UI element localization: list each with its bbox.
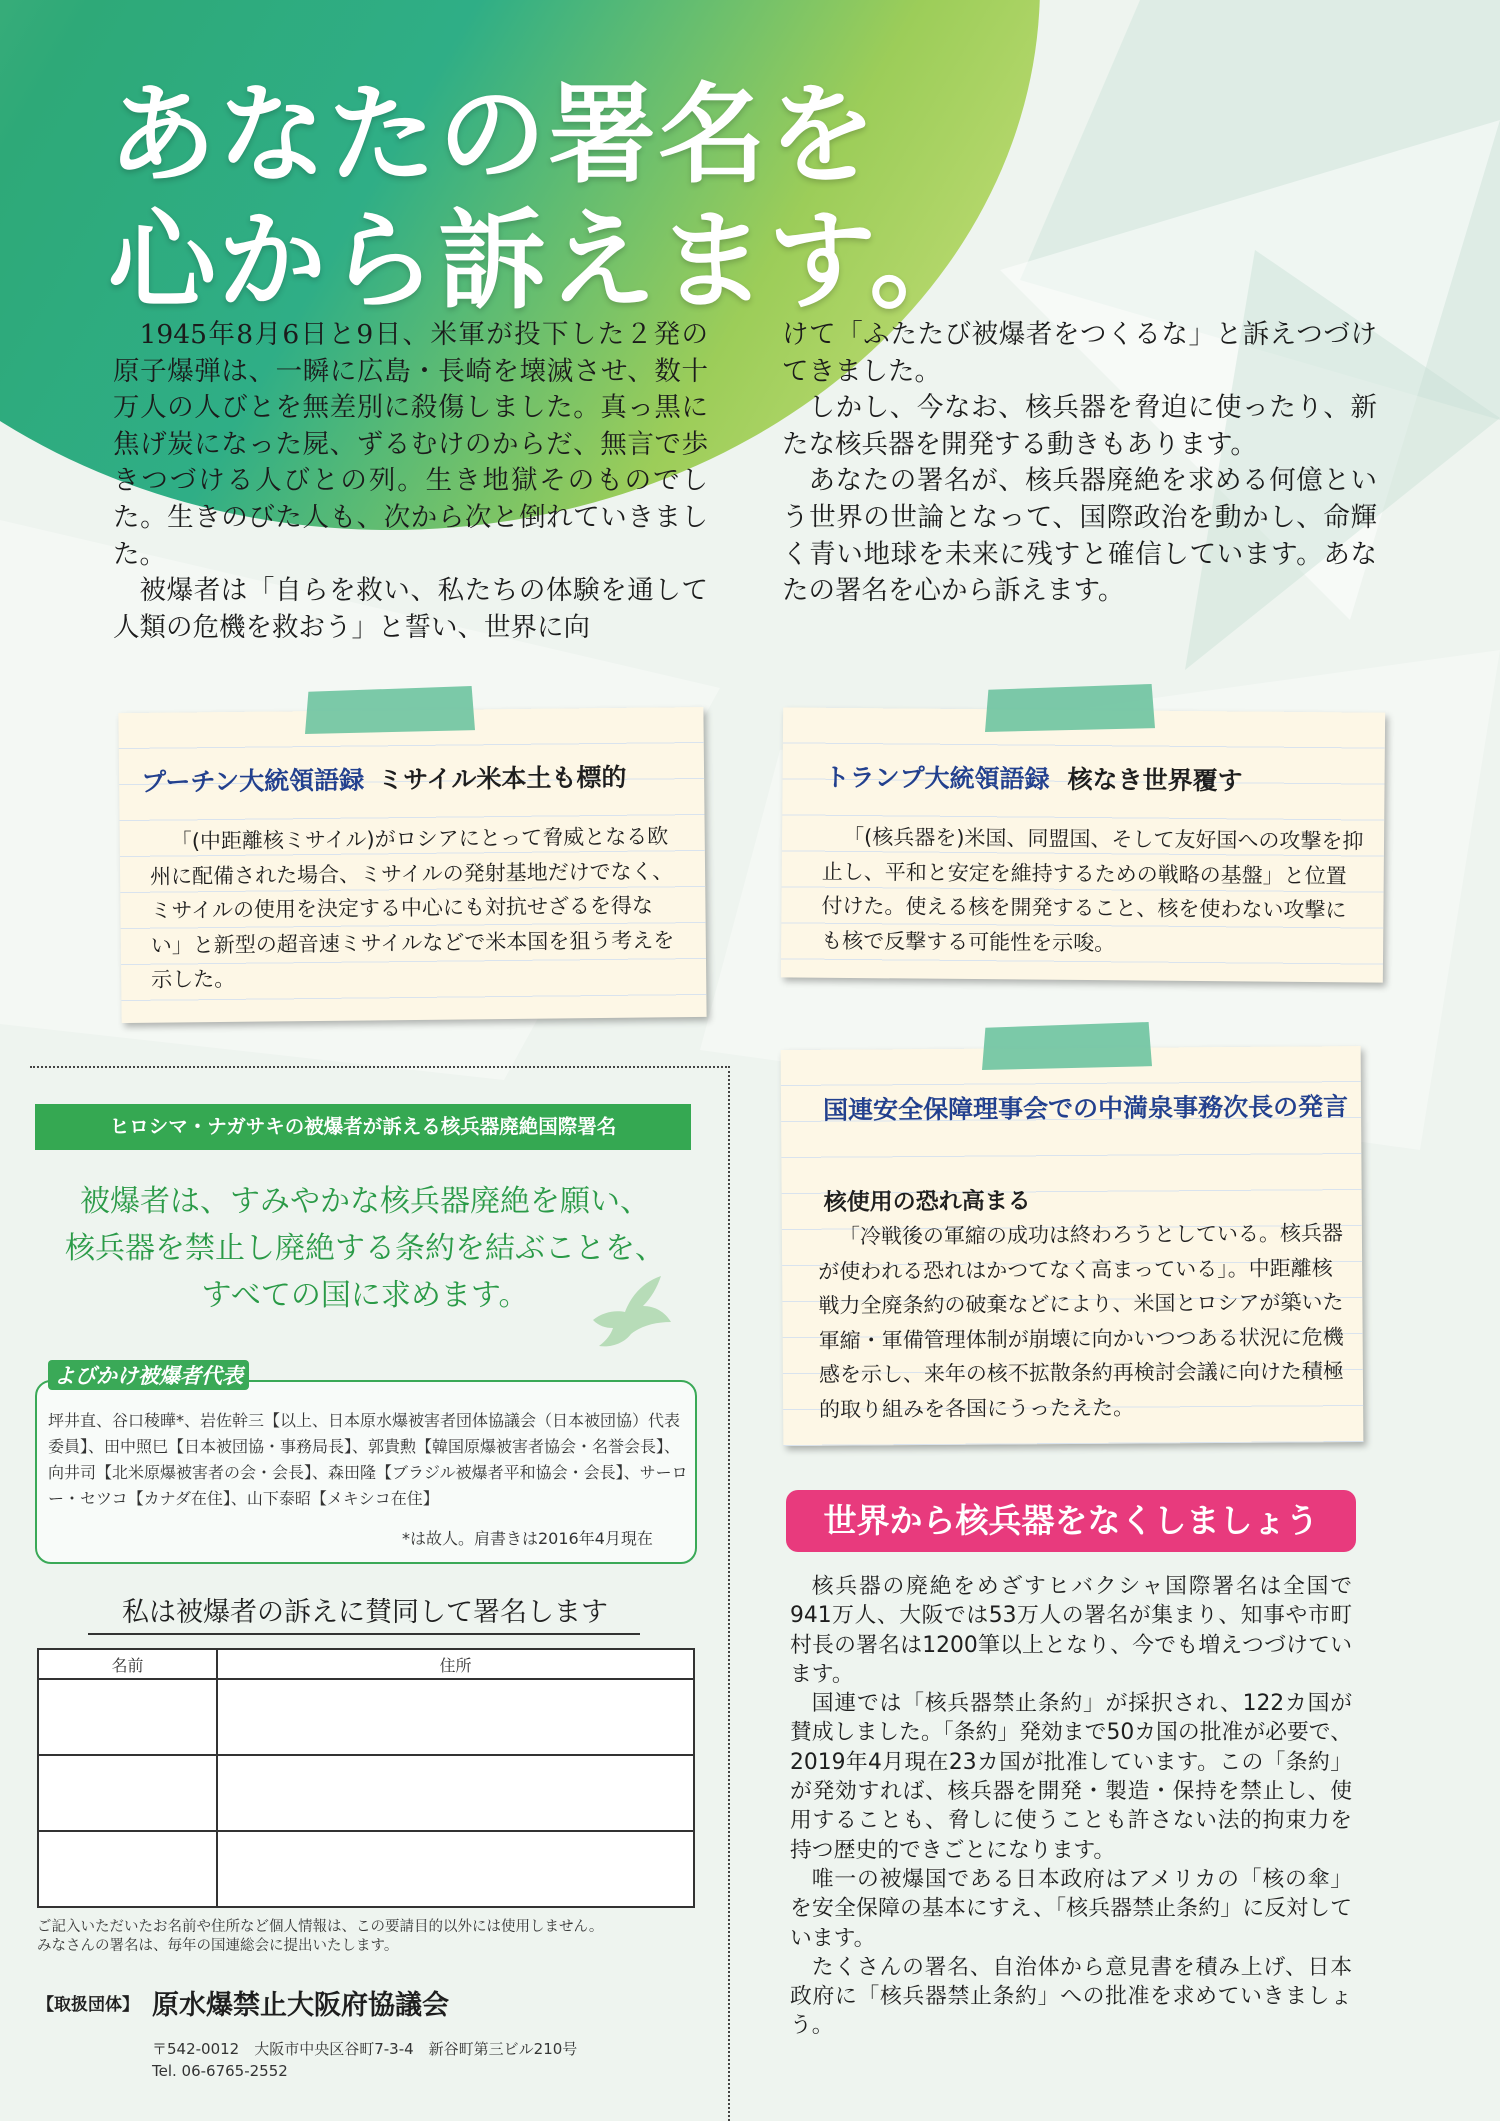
address-field[interactable] (217, 1679, 694, 1755)
appeal-line: すべての国に求めます。 (201, 1278, 529, 1313)
column-address-header: 住所 (217, 1649, 694, 1679)
intro-paragraph: 1945年8月6日と9日、米軍が投下した２発の原子爆弾は、一瞬に広島・長崎を壊滅させ、数十万人の人びとを無差別に殺傷しました。真っ黒に焦げ炭になった屍、ずるむけのからだ、無言で歩きつづける人びとの列。生き地獄そのものでした。生きのびた人も、次から次と倒れていきました。 (113, 319, 708, 570)
world-banner: 世界から核兵器をなくしましょう (786, 1490, 1356, 1552)
sign-heading: 私は被爆者の訴えに賛同して署名します (122, 1597, 608, 1628)
privacy-line: ご記入いただいたお名前や住所など個人情報は、この要請目的以外には使用しません。 (37, 1919, 604, 1935)
card-title (824, 758, 1242, 798)
signature-table-header (38, 1649, 694, 1679)
intro-paragraph: けて「ふたたび被爆者をつくるな」と訴えつづけてきました。 (782, 319, 1377, 387)
card-body: 「(核兵器を)米国、同盟国、そして友好国への攻撃を抑止し、平和と安定を維持するための戦略の基盤」と位置付けた。使える核を開発すること、核を使わない攻撃にも核で反撃する可能性を示唆。 (821, 824, 1364, 955)
petition-banner: ヒロシマ・ナガサキの被爆者が訴える核兵器廃絶国際署名 (35, 1104, 691, 1150)
organization-label: 【取扱団体】 (37, 1995, 139, 2015)
appeal-line: 被爆者は、すみやかな核兵器廃絶を願い、 (80, 1184, 650, 1219)
organization-address: 〒542-0012 大阪市中央区谷町7-3-4 新谷町第三ビル210号 (152, 2040, 578, 2058)
card-title-text: プーチン大統領語録 (140, 765, 365, 797)
headline-line-1: あなたの署名を (108, 72, 879, 198)
intro-column-right (782, 317, 1377, 610)
representatives-list: 坪井直、谷口稜曄*、岩佐幹三【以上、日本原水爆被害者団体協議会（日本被団協）代表委員】、田中照巳【日本被団協・事務局長】、郭貴勲【韓国原爆被害者協会・名誉会長】、向井司【北米原爆被害者の会・会長】、森田隆【ブラジル被爆者平和協会・会長】、サーロー・セツコ【カナダ在住】、山下泰昭【メキシコ在住】 (48, 1411, 688, 1508)
dove-icon (585, 1262, 675, 1354)
address-field[interactable] (217, 1755, 694, 1831)
card-title-text: トランプ大統領語録 (824, 762, 1050, 794)
address-field[interactable] (217, 1831, 694, 1907)
name-field[interactable] (38, 1679, 217, 1755)
organization-tel: Tel. 06-6765-2552 (152, 2062, 288, 2080)
page-headline (108, 72, 979, 324)
world-paragraph: 核兵器の廃絶をめざすヒバクシャ国際署名は全国で941万人、大阪では53万人の署名が集まり、知事や市町村長の署名は1200筆以上となり、今でも増えつづけています。 (790, 1574, 1352, 1687)
card-subtitle: ミサイル米本土も標的 (377, 762, 627, 795)
trump-quote-card (781, 707, 1385, 982)
intro-paragraph: しかし、今なお、核兵器を脅迫に使ったり、新たな核兵器を開発する動きもあります。 (782, 392, 1377, 460)
world-body (790, 1572, 1352, 2041)
tape-decoration (985, 684, 1155, 732)
putin-quote-card (118, 707, 706, 1023)
signature-row[interactable] (38, 1755, 694, 1831)
cut-line (30, 1066, 730, 1068)
world-paragraph: 唯一の被爆国である日本政府はアメリカの「核の傘」を安全保障の基本にすえ、「核兵器禁止条約」に反対しています。 (790, 1866, 1352, 1951)
world-paragraph: たくさんの署名、自治体から意見書を積み上げ、日本政府に「核兵器禁止条約」への批准を求めていきましょう。 (790, 1954, 1352, 2039)
sign-heading-underline (88, 1633, 640, 1635)
un-quote-card (781, 1046, 1364, 1446)
intro-column-left (113, 317, 708, 646)
name-field[interactable] (38, 1831, 217, 1907)
world-paragraph: 国連では「核兵器禁止条約」が採択され、122カ国が賛成しました。「条約」発効まで50カ国の批准が必要で、2019年4月現在23カ国が批准しています。この「条約」が発効すれば、核兵器を開発・製造・保持を禁止し、使用することも、脅しに使うことも許さない法的拘束力を持つ歴史的できごとになります。 (790, 1691, 1352, 1863)
privacy-line: みなさんの署名は、毎年の国連総会に提出いたします。 (37, 1938, 399, 1954)
signature-row[interactable] (38, 1679, 694, 1755)
headline-line-2: 心から訴えます。 (108, 198, 980, 324)
column-name-header: 名前 (38, 1649, 217, 1679)
signature-row[interactable] (38, 1831, 694, 1907)
card-subtitle: 核使用の恐れ高まる (823, 1188, 1031, 1216)
cut-line (728, 1066, 730, 2121)
card-body: 「(中距離核ミサイル)がロシアにとって脅威となる欧州に配備された場合、ミサイルの発射基地だけでなく、ミサイルの使用を決定する中心にも対抗せざるを得ない」と新型の超音速ミサイルなどで米本国を狙う考えを示した。 (149, 824, 675, 992)
representatives-note: *は故人。肩書きは2016年4月現在 (402, 1529, 653, 1548)
intro-paragraph: 被爆者は「自らを救い、私たちの体験を通して人類の危機を救おう」と誓い、世界に向 (113, 575, 708, 643)
card-body: 「冷戦後の軍縮の成功は終わろうとしている。核兵器が使われる恐れはかつてなく高まっている」。中距離核戦力全廃条約の破棄などにより、米国とロシアが築いた軍縮・軍備管理体制が崩壊に向かいつつある状況に危機感を示し、来年の核不拡散条約再検討会議に向けた積極的取り組みを各国にうったえた。 (818, 1221, 1344, 1422)
tape-decoration (305, 686, 475, 734)
signature-table (37, 1648, 695, 1908)
card-subtitle: 核なき世界覆す (1067, 764, 1243, 796)
name-field[interactable] (38, 1755, 217, 1831)
tape-decoration (982, 1022, 1152, 1070)
representatives-label: よびかけ被爆者代表 (48, 1360, 249, 1390)
intro-paragraph: あなたの署名が、核兵器廃絶を求める何億という世界の世論となって、国際政治を動かし、命輝く青い地球を未来に残すと確信しています。あなたの署名を心から訴えます。 (782, 465, 1377, 607)
organization-name: 原水爆禁止大阪府協議会 (152, 1990, 449, 2021)
card-title: 国連安全保障理事会での中満泉事務次長の発言 (822, 1092, 1349, 1125)
card-title (141, 758, 627, 799)
privacy-note (37, 1918, 697, 1956)
appeal-line: 核兵器を禁止し廃絶する条約を結ぶことを、 (65, 1231, 665, 1266)
